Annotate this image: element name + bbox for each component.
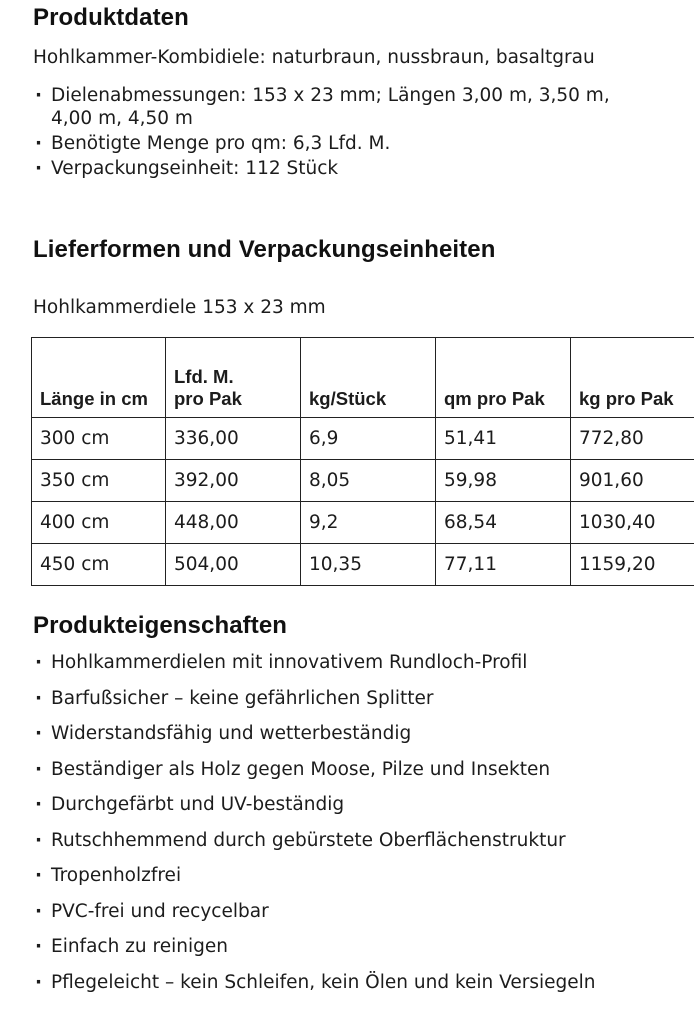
list-item: · Dielenabmessungen: 153 x 23 mm; Längen 3,00 m, 3,50 m, 4,00 m, 4,50 m (33, 84, 641, 130)
table-cell: 336,00 (166, 418, 301, 460)
lieferformen-heading: Lieferformen und Verpackungseinheiten (33, 236, 496, 263)
table-cell: 392,00 (166, 460, 301, 502)
table-cell: 6,9 (301, 418, 436, 460)
table-cell: 504,00 (166, 544, 301, 586)
column-header-kg-stueck: kg/Stück (301, 338, 436, 418)
column-header-kg-pro-pak: kg pro Pak (571, 338, 694, 418)
verpackung-table (31, 337, 694, 586)
table-row (32, 418, 694, 460)
list-item: · Einfach zu reinigen (33, 935, 596, 959)
table-row (32, 502, 694, 544)
produkteigenschaften-list (33, 651, 596, 1006)
list-item: · Rutschhemmend durch gebürstete Oberflächenstruktur (33, 829, 596, 853)
list-item: · Verpackungseinheit: 112 Stück (33, 157, 641, 180)
table-cell: 1030,40 (571, 502, 694, 544)
produktdaten-heading: Produktdaten (33, 4, 189, 31)
lieferformen-subtitle: Hohlkammerdiele 153 x 23 mm (33, 297, 326, 318)
table-cell: 300 cm (32, 418, 166, 460)
table-cell: 68,54 (436, 502, 571, 544)
list-item: · Durchgefärbt und UV-beständig (33, 793, 596, 817)
list-item: · Barfußsicher – keine gefährlichen Splitter (33, 687, 596, 711)
list-item: · Tropenholzfrei (33, 864, 596, 888)
produktdaten-list (33, 84, 641, 182)
table-cell: 51,41 (436, 418, 571, 460)
table-cell: 1159,20 (571, 544, 694, 586)
table-cell: 59,98 (436, 460, 571, 502)
list-item: · Beständiger als Holz gegen Moose, Pilze und Insekten (33, 758, 596, 782)
column-header-laenge: Länge in cm (32, 338, 166, 418)
table-cell: 9,2 (301, 502, 436, 544)
table-cell: 350 cm (32, 460, 166, 502)
table-row (32, 460, 694, 502)
table-cell: 772,80 (571, 418, 694, 460)
list-item: · Pflegeleicht – kein Schleifen, kein Ölen und kein Versiegeln (33, 971, 596, 995)
list-item: · PVC-frei und recycelbar (33, 900, 596, 924)
produktdaten-intro: Hohlkammer-Kombidiele: naturbraun, nussbraun, basaltgrau (33, 47, 595, 68)
table-cell: 901,60 (571, 460, 694, 502)
list-item: · Benötigte Menge pro qm: 6,3 Lfd. M. (33, 132, 641, 155)
column-header-qm-pro-pak: qm pro Pak (436, 338, 571, 418)
table-cell: 77,11 (436, 544, 571, 586)
table-cell: 8,05 (301, 460, 436, 502)
table-cell: 448,00 (166, 502, 301, 544)
table-cell: 10,35 (301, 544, 436, 586)
table-cell: 400 cm (32, 502, 166, 544)
column-header-lfd-m: Lfd. M. pro Pak (166, 338, 301, 418)
table-header-row (32, 338, 694, 418)
list-item: · Widerstandsfähig und wetterbeständig (33, 722, 596, 746)
produkteigenschaften-heading: Produkteigenschaften (33, 612, 288, 639)
table-row (32, 544, 694, 586)
table-cell: 450 cm (32, 544, 166, 586)
list-item: · Hohlkammerdielen mit innovativem Rundloch-Profil (33, 651, 596, 675)
